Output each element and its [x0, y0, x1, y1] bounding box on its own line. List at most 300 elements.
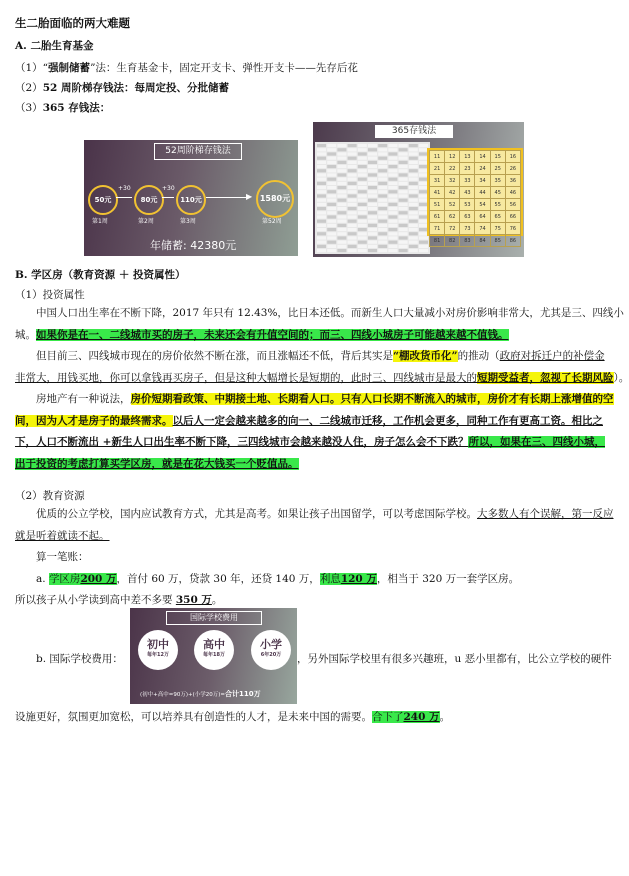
img365-grid-cell	[378, 199, 387, 202]
img365-grid-cell	[409, 165, 418, 168]
p3-highlight-2: 间，因为人才是房子的最终需求。	[15, 414, 173, 427]
img365-grid-cell	[317, 249, 326, 252]
img365-table-cell: 26	[505, 163, 520, 175]
img365-grid-cell	[378, 194, 387, 197]
img365-grid-cell	[368, 178, 377, 181]
img365-grid-cell	[337, 199, 346, 202]
img365-grid-cell	[317, 194, 326, 197]
p2-text-c: ）。	[613, 371, 629, 384]
img365-table-cell: 22	[445, 163, 460, 175]
img365-grid-cell	[348, 241, 357, 244]
paragraph-population	[15, 303, 629, 475]
img365-grid-cell	[317, 169, 326, 172]
img365-table-cell: 54	[475, 199, 490, 211]
img365-table	[429, 150, 521, 247]
img365-grid-cell	[327, 207, 336, 210]
intl-senior-high-label: 高中	[203, 638, 225, 651]
img365-grid-cell	[348, 190, 357, 193]
img365-grid-cell	[348, 232, 357, 235]
img365-grid-cell	[368, 161, 377, 164]
img365-grid-cell	[317, 211, 326, 214]
img365-grid-cell	[317, 186, 326, 189]
img52-arrowhead: ▶	[246, 192, 253, 201]
item2-bold: 52 周阶梯存钱法：每周定投、分批储蓄	[42, 82, 229, 94]
img365-grid-cell	[368, 249, 377, 252]
img365-grid-cell	[399, 148, 408, 151]
img365-grid-cell	[348, 173, 357, 176]
img365-grid-cell	[337, 236, 346, 239]
img365-grid-cell	[399, 245, 408, 248]
img365-table-cell: 82	[445, 235, 460, 247]
img365-grid-cell	[378, 203, 387, 206]
img365-grid-cell	[409, 178, 418, 181]
img365-grid-cell	[399, 169, 408, 172]
img365-grid-cell	[327, 161, 336, 164]
img365-grid-cell	[327, 224, 336, 227]
img365-grid-cell	[348, 157, 357, 160]
img365-grid-cell	[337, 165, 346, 168]
img365-grid-cell	[419, 249, 428, 252]
img365-grid-cell	[317, 241, 326, 244]
img365-table-cell: 46	[505, 187, 520, 199]
img365-grid-cell	[368, 148, 377, 151]
img365-grid-cell	[327, 173, 336, 176]
p9-text: 设施更好，氛围更加宽松，可以培养具有创造性的人才，是未来中国的需要。	[15, 711, 372, 723]
img365-grid-cell	[348, 144, 357, 147]
img365-grid-cell	[409, 194, 418, 197]
img365-grid-cell	[378, 236, 387, 239]
img365-grid-cell	[358, 215, 367, 218]
img365-grid-cell	[317, 173, 326, 176]
img365-grid-cell	[358, 186, 367, 189]
img365-grid-cell	[368, 157, 377, 160]
img365-grid-cell	[388, 199, 397, 202]
img365-grid-cell	[337, 207, 346, 210]
img365-grid-cell	[327, 203, 336, 206]
img365-grid-cell	[368, 232, 377, 235]
img365-grid-cell	[399, 211, 408, 214]
img365-grid-cell	[378, 186, 387, 189]
img52-arrow-2	[162, 197, 174, 198]
img365-title: 365存钱法	[375, 125, 453, 138]
img365-grid-cell	[378, 182, 387, 185]
section-a-item-3	[15, 101, 110, 115]
img365-grid-cell	[348, 178, 357, 181]
p9-bold: 240 万	[403, 711, 440, 723]
img365-grid-cell	[348, 152, 357, 155]
img365-grid-cell	[388, 215, 397, 218]
img365-grid-cell	[419, 241, 428, 244]
img365-grid-cell	[337, 144, 346, 147]
img365-grid-cell	[327, 199, 336, 202]
img365-grid-cell	[358, 161, 367, 164]
p6-highlight-2: 利息	[319, 572, 341, 585]
img365-grid-cell	[337, 224, 346, 227]
img365-grid-cell	[358, 207, 367, 210]
img365-grid-cell	[388, 236, 397, 239]
img365-grid-cell	[368, 245, 377, 248]
img365-grid-cell	[327, 144, 336, 147]
img365-grid-cell	[358, 211, 367, 214]
img365-grid-cell	[317, 232, 326, 235]
p2-text-a: 但目前三、四线城市现在的房价依然不断在涨，而且涨幅还不低，背后其实是	[36, 350, 393, 362]
img365-table-cell: 84	[475, 235, 490, 247]
img365-grid-cell	[358, 236, 367, 239]
img365-table-cell: 65	[490, 211, 505, 223]
img365-grid-cell	[388, 203, 397, 206]
img365-grid-cell	[358, 199, 367, 202]
img365-grid-cell	[399, 215, 408, 218]
img365-grid-cell	[388, 220, 397, 223]
image-365-method	[313, 122, 524, 257]
img365-grid-cell	[317, 224, 326, 227]
img365-grid-cell	[337, 203, 346, 206]
img365-grid-cell	[337, 182, 346, 185]
img365-grid-cell	[399, 224, 408, 227]
img365-table-row	[430, 151, 521, 163]
img365-grid-cell	[358, 220, 367, 223]
img365-grid-cell	[419, 236, 428, 239]
img365-grid-cell	[317, 157, 326, 160]
img365-zoom-table	[427, 148, 523, 244]
img365-grid-cell	[368, 169, 377, 172]
img365-grid-cell	[409, 236, 418, 239]
p6-text-end: ，相当于 320 万一套学区房。	[376, 572, 520, 585]
img365-grid-graphic	[315, 142, 430, 254]
img365-grid-cell	[317, 152, 326, 155]
img365-grid-cell	[409, 199, 418, 202]
img365-grid-cell	[388, 232, 397, 235]
img365-grid-cell	[317, 203, 326, 206]
img365-grid-cell	[388, 194, 397, 197]
img365-table-cell: 36	[505, 175, 520, 187]
intl-total: 合计110万	[225, 690, 261, 698]
img365-grid-cell	[327, 215, 336, 218]
img52-arrow-1	[116, 197, 132, 198]
img365-grid-cell	[317, 182, 326, 185]
paragraph-education	[15, 504, 614, 612]
img365-grid-cell	[348, 186, 357, 189]
img365-grid-cell	[337, 215, 346, 218]
item3-bold: 365 存钱法：	[42, 102, 111, 114]
img365-grid-cell	[317, 144, 326, 147]
img365-grid-cell	[409, 144, 418, 147]
img365-grid-cell	[358, 152, 367, 155]
img365-grid-cell	[368, 211, 377, 214]
img365-grid-cell	[399, 241, 408, 244]
img365-grid-cell	[378, 173, 387, 176]
section-a-item-1	[15, 61, 358, 75]
img365-grid-cell	[327, 211, 336, 214]
img365-grid-cell	[317, 161, 326, 164]
img365-table-row	[430, 187, 521, 199]
img52-total: 年储蓄: 42380元	[150, 239, 237, 252]
img365-grid-cell	[388, 173, 397, 176]
img365-grid-cell	[409, 161, 418, 164]
img365-grid-cell	[327, 236, 336, 239]
img52-week-label-2: 第2周	[138, 218, 154, 225]
img365-table-cell: 16	[505, 151, 520, 163]
p4-underline-2: 就是听着就读不起。	[15, 529, 110, 542]
p9-highlight: 合下了	[372, 711, 404, 723]
img365-grid-cell	[388, 241, 397, 244]
img365-grid-cell	[327, 190, 336, 193]
p2-underline-1: 政府对拆迁户的补偿金	[499, 350, 605, 362]
img52-week-label-52: 第52周	[262, 218, 282, 225]
p1-highlight: 如果你是在一、二线城市买的房子，未来还会有升值空间的；而三、四线小城房子可能越来越不值钱。	[36, 328, 509, 341]
img365-grid-cell	[378, 178, 387, 181]
img365-grid-cell	[368, 215, 377, 218]
img365-grid-cell	[399, 165, 408, 168]
img365-grid-cell	[388, 169, 397, 172]
img365-grid-cell	[337, 152, 346, 155]
img365-grid-cell	[378, 165, 387, 168]
img365-grid-cell	[358, 148, 367, 151]
p9-line	[15, 710, 450, 724]
intl-circle-primary	[251, 630, 291, 670]
img365-grid-cell	[419, 245, 428, 248]
img365-table-row	[430, 163, 521, 175]
img365-grid-cell	[358, 182, 367, 185]
img365-grid-cell	[399, 161, 408, 164]
intl-circle-senior-high	[194, 630, 234, 670]
img365-table-cell: 74	[475, 223, 490, 235]
intl-circle-junior-high	[138, 630, 178, 670]
img365-grid-cell	[409, 249, 418, 252]
img365-grid-cell	[337, 249, 346, 252]
img365-grid-cell	[348, 220, 357, 223]
img365-grid-cell	[337, 190, 346, 193]
img365-grid-cell	[368, 224, 377, 227]
img365-grid-cell	[358, 169, 367, 172]
img365-grid-cell	[368, 220, 377, 223]
p5-calc-intro: 算一笔账：	[36, 551, 89, 563]
img365-grid-cell	[378, 249, 387, 252]
p1-line-1: 中国人口出生率在不断下降，2017 年只有 12.43%，比日本还低。而新生人口大量减小对房价影响非常大，尤其是三、四线小	[36, 307, 624, 319]
img365-table-cell: 56	[505, 199, 520, 211]
p2-underline-2: 非常大，用钱买地，你可以拿钱再买房子，但是这种大幅增长是短期的，此时三、四线城市是最大的	[15, 371, 477, 384]
p2-highlight-2: 短期受益者，忽视了长期风险	[477, 371, 614, 384]
p7-text: 所以孩子从小学读到高中差不多要	[15, 594, 176, 606]
img365-grid-cell	[399, 144, 408, 147]
img365-table-cell: 66	[505, 211, 520, 223]
img365-grid-cell	[368, 190, 377, 193]
img365-grid-cell	[368, 194, 377, 197]
img365-grid-cell	[348, 245, 357, 248]
img365-grid-cell	[409, 241, 418, 244]
img365-grid-cell	[368, 199, 377, 202]
p9-end: 。	[439, 711, 451, 723]
p6-text: ，首付 60 万，贷款 30 年，还贷 140 万，	[116, 572, 320, 585]
p8-line: b. 国际学校费用：	[36, 653, 123, 665]
img365-grid-cell	[378, 228, 387, 231]
img365-table-cell: 13	[460, 151, 475, 163]
img365-grid-cell	[419, 144, 428, 147]
img365-grid-cell	[337, 173, 346, 176]
img365-grid-cell	[327, 241, 336, 244]
img365-grid-cell	[337, 178, 346, 181]
img365-table-cell: 34	[475, 175, 490, 187]
img365-grid-cell	[348, 211, 357, 214]
img365-grid-cell	[327, 182, 336, 185]
img365-grid-cell	[317, 190, 326, 193]
img365-table-cell: 14	[475, 151, 490, 163]
img365-grid-cell	[409, 173, 418, 176]
img365-grid-cell	[399, 157, 408, 160]
p6-label: a.	[36, 572, 49, 585]
img365-grid-cell	[327, 228, 336, 231]
img365-grid-cell	[409, 190, 418, 193]
img365-table-cell: 25	[490, 163, 505, 175]
img365-grid-cell	[399, 194, 408, 197]
img365-grid-cell	[348, 215, 357, 218]
img52-circle-week2: 80元	[134, 185, 164, 215]
img52-circle-week1: 50元	[88, 185, 118, 215]
p3-highlight-4: 出于投资的考虑打算买学区房，就是在花大钱买一个贬值品。	[15, 457, 299, 470]
img365-table-cell: 81	[430, 235, 445, 247]
img365-grid-cell	[399, 178, 408, 181]
img365-table-cell: 63	[460, 211, 475, 223]
img365-grid-cell	[358, 203, 367, 206]
img365-grid-cell	[358, 241, 367, 244]
intl-primary-fee: 6年20万	[260, 652, 282, 658]
img365-grid-cell	[348, 161, 357, 164]
img365-grid-cell	[358, 157, 367, 160]
img365-table-cell: 85	[490, 235, 505, 247]
img365-grid-cell	[378, 215, 387, 218]
img365-table-cell: 55	[490, 199, 505, 211]
img365-grid-cell	[327, 165, 336, 168]
img365-grid-cell	[348, 148, 357, 151]
img365-table-cell: 64	[475, 211, 490, 223]
img365-grid-cell	[348, 165, 357, 168]
intl-title: 国际学校费用	[166, 611, 262, 625]
p4-text: 优质的公立学校，国内应试教育方式，尤其是高考。如果让孩子出国留学，可以考虑国际学校。	[36, 508, 477, 520]
img365-grid-cell	[317, 148, 326, 151]
img365-grid-cell	[399, 249, 408, 252]
img365-grid-cell	[409, 207, 418, 210]
img365-grid-cell	[317, 165, 326, 168]
img365-grid-cell	[388, 224, 397, 227]
img365-grid-cell	[358, 224, 367, 227]
img365-grid-cell	[337, 157, 346, 160]
intl-primary-label: 小学	[260, 638, 282, 651]
img365-grid-cell	[388, 182, 397, 185]
img365-grid-cell	[399, 220, 408, 223]
img365-table-cell: 35	[490, 175, 505, 187]
img365-grid-cell	[348, 203, 357, 206]
img365-grid-cell	[388, 228, 397, 231]
img365-grid-cell	[327, 220, 336, 223]
p3-text-a: 房地产有一种说法，	[36, 393, 131, 405]
img365-grid-cell	[388, 190, 397, 193]
img365-grid-cell	[378, 148, 387, 151]
img365-grid-cell	[399, 182, 408, 185]
img365-grid-cell	[337, 186, 346, 189]
img365-grid-cell	[378, 190, 387, 193]
img365-table-cell: 75	[490, 223, 505, 235]
img365-grid-cell	[399, 232, 408, 235]
img365-grid-cell	[358, 190, 367, 193]
image-international-school-fees	[130, 608, 297, 704]
intl-senior-high-fee: 每年18万	[203, 652, 225, 658]
img365-grid-cell	[409, 232, 418, 235]
item2-prefix: （2）	[15, 82, 43, 94]
img365-grid-cell	[409, 215, 418, 218]
img365-table-cell: 33	[460, 175, 475, 187]
img365-grid-cell	[378, 241, 387, 244]
img365-table-cell: 43	[460, 187, 475, 199]
img365-grid-cell	[368, 182, 377, 185]
img365-grid-cell	[409, 152, 418, 155]
img365-grid-cell	[399, 190, 408, 193]
img365-grid-cell	[378, 224, 387, 227]
img365-grid-cell	[317, 236, 326, 239]
img52-title: 52周阶梯存钱法	[154, 143, 242, 160]
img365-grid-cell	[317, 207, 326, 210]
img365-grid-cell	[358, 228, 367, 231]
img365-grid-cell	[337, 194, 346, 197]
img365-grid-cell	[388, 165, 397, 168]
img365-table-cell: 11	[430, 151, 445, 163]
img365-table-cell: 42	[445, 187, 460, 199]
img365-grid-cell	[388, 152, 397, 155]
img365-grid-cell	[327, 194, 336, 197]
img52-circle-week3: 110元	[176, 185, 206, 215]
img52-circle-week52: 1580元	[256, 180, 294, 218]
page-title: 生二胎面临的两大难题	[15, 16, 130, 30]
intl-junior-high-fee: 每年12万	[147, 652, 169, 658]
p3-text-c: 下，人口不断流出 +新生人口出生率不断下降，三四线城市会越来越没人住，房子怎么会不下跌？	[15, 436, 469, 448]
img365-grid-cell	[388, 161, 397, 164]
img52-increment-1: +30	[118, 185, 131, 192]
img365-grid-cell	[409, 220, 418, 223]
img365-grid-cell	[337, 169, 346, 172]
img365-grid-cell	[317, 245, 326, 248]
img365-grid-cell	[327, 186, 336, 189]
img365-table-cell: 21	[430, 163, 445, 175]
img365-grid-cell	[348, 207, 357, 210]
img365-grid-cell	[317, 199, 326, 202]
img365-grid-cell	[399, 152, 408, 155]
img52-week-label-3: 第3周	[180, 218, 196, 225]
p1-line-2-start: 城。	[15, 328, 36, 341]
img365-grid-cell	[337, 161, 346, 164]
section-a-item-2	[15, 81, 229, 95]
p4-underline-1: 大多数人有个误解，第一反应	[477, 508, 614, 520]
img365-grid-cell	[388, 186, 397, 189]
img365-grid-cell	[337, 220, 346, 223]
img365-table-cell: 53	[460, 199, 475, 211]
img365-table-cell: 45	[490, 187, 505, 199]
img365-grid-cell	[388, 211, 397, 214]
p2-highlight: “棚改货币化”	[393, 350, 458, 362]
img365-table-cell: 44	[475, 187, 490, 199]
p2-text-b: 的推动（	[457, 350, 500, 362]
img365-grid-cell	[337, 148, 346, 151]
p6-highlight-1: 学区房	[48, 572, 81, 585]
img365-grid-cell	[337, 232, 346, 235]
section-b-sub-2: （2）教育资源	[15, 490, 85, 502]
img365-grid-cell	[368, 203, 377, 206]
img365-grid-cell	[368, 186, 377, 189]
img365-grid-cell	[327, 152, 336, 155]
item1-bold: 强制储蓄	[48, 62, 91, 74]
p3-highlight-3: 所以，如果在三、四线小城，	[468, 436, 605, 448]
p6-bold-1: 200 万	[80, 572, 117, 585]
intl-formula-text: (初中+高中=90万)+(小学20万)=	[140, 692, 226, 698]
img365-table-row	[430, 175, 521, 187]
